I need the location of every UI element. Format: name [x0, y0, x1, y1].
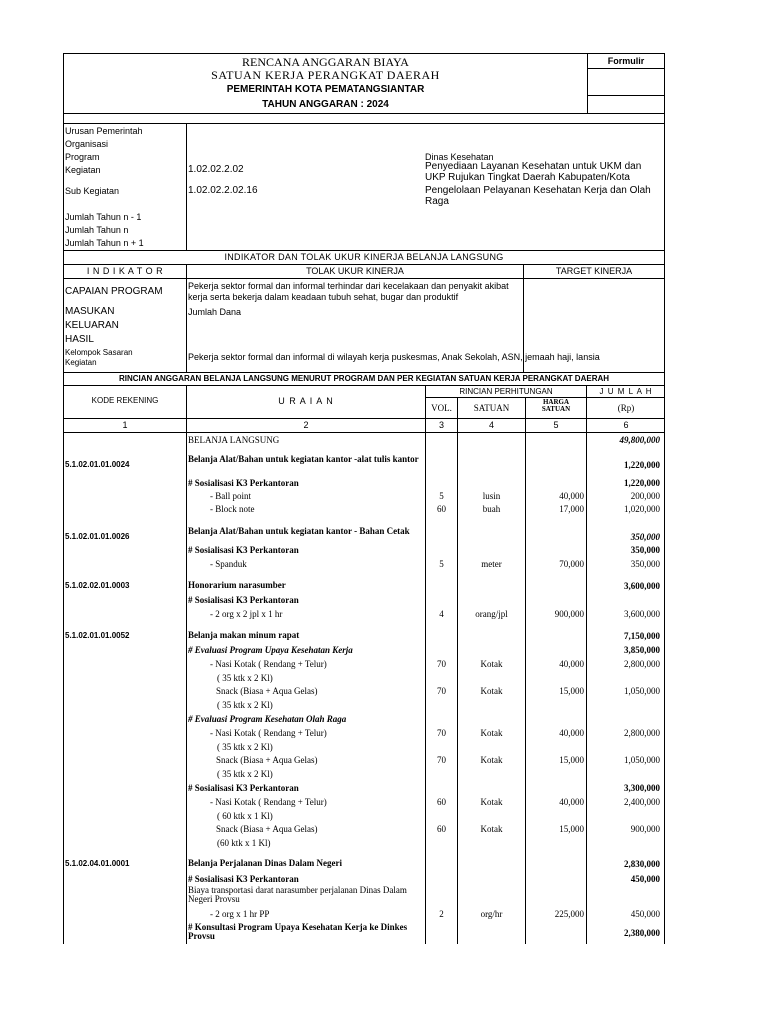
satuan-value: Kotak	[480, 755, 503, 765]
hasil-label: HASIL	[65, 334, 94, 345]
jumlah-value: 3,600,000	[624, 581, 660, 591]
satuan-value: buah	[482, 504, 501, 514]
title-2: SATUAN KERJA PERANGKAT DAERAH	[211, 68, 440, 82]
colnum-5: 5	[553, 420, 559, 430]
harga-satuan-value: 40,000	[559, 797, 584, 807]
uraian-text: # Sosialisasi K3 Perkantoran	[188, 478, 299, 488]
uraian-text: ( 35 ktk x 2 Kl)	[217, 742, 273, 752]
satuan-value: Kotak	[480, 797, 503, 807]
harga-satuan-value: 70,000	[559, 559, 584, 569]
jumlah-value: 49,800,000	[619, 435, 660, 445]
jumlah-tahun-n: Jumlah Tahun n	[65, 225, 129, 235]
kelompok-label-2: Kegiatan	[65, 358, 97, 367]
col-kode-rekening: KODE REKENING	[91, 396, 159, 405]
masukan-label: MASUKAN	[65, 306, 115, 317]
subkegiatan-code: 1.02.02.2.02.16	[188, 185, 258, 196]
vol-value: 60	[437, 824, 446, 834]
colnum-6: 6	[623, 420, 629, 430]
col-target: TARGET KINERJA	[555, 266, 633, 276]
jumlah-value: 2,400,000	[624, 797, 660, 807]
subkegiatan-label: Sub Kegiatan	[65, 186, 120, 196]
uraian-text: Snack (Biasa + Aqua Gelas)	[216, 686, 318, 696]
uraian-text: BELANJA LANGSUNG	[188, 435, 280, 445]
uraian-text: ( 35 ktk x 2 Kl)	[217, 673, 273, 683]
harga-satuan-value: 225,000	[554, 909, 584, 919]
jumlah-value: 2,380,000	[624, 928, 660, 938]
uraian-text: - 2 org x 2 jpl x 1 hr	[210, 609, 283, 619]
vol-value: 70	[437, 755, 446, 765]
kode-rekening: 5.1.02.01.01.0026	[65, 532, 130, 541]
vol-value: 2	[439, 909, 444, 919]
vol-value: 5	[439, 559, 444, 569]
capaian-value: Pekerja sektor formal dan informal terhindar dari kecelakaan dan penyakit akibat kerja serta bekerja dalam keadaan tubuh sehat, bugar dan produktif	[188, 281, 509, 302]
uraian-text: ( 35 ktk x 2 Kl)	[217, 769, 273, 779]
satuan-value: Kotak	[480, 686, 503, 696]
jumlah-value: 450,000	[630, 909, 660, 919]
uraian-text: # Evaluasi Program Upaya Kesehatan Kerja	[188, 645, 353, 655]
kode-rekening: 5.1.02.02.01.0003	[65, 581, 130, 590]
col-jumlah: J U M L A H	[599, 387, 653, 396]
harga-satuan-value: 40,000	[559, 491, 584, 501]
uraian-text: Belanja Alat/Bahan untuk kegiatan kantor - Bahan Cetak	[188, 526, 410, 536]
uraian-text: Honorarium narasumber	[188, 580, 286, 590]
col-vol: VOL.	[431, 403, 452, 413]
uraian-text: Snack (Biasa + Aqua Gelas)	[216, 824, 318, 834]
uraian-text: - Block note	[210, 504, 255, 514]
colnum-2: 2	[303, 420, 309, 430]
urusan-label: Urusan Pemerintah	[65, 126, 143, 136]
uraian-text: # Sosialisasi K3 Perkantoran	[188, 595, 299, 605]
uraian-text: Biaya transportasi darat narasumber perjalanan Dinas Dalam Negeri Provsu	[188, 885, 407, 904]
jumlah-value: 7,150,000	[624, 631, 660, 641]
vol-value: 60	[437, 504, 446, 514]
vol-value: 70	[437, 686, 446, 696]
jumlah-value: 350,000	[630, 545, 660, 555]
jumlah-value: 3,850,000	[624, 645, 660, 655]
uraian-text: (60 ktk x 1 Kl)	[217, 838, 271, 848]
uraian-text: - Nasi Kotak ( Rendang + Telur)	[210, 728, 327, 738]
col-satuan: SATUAN	[473, 403, 510, 413]
title-1: RENCANA ANGGARAN BIAYA	[242, 55, 409, 69]
colnum-3: 3	[438, 420, 444, 430]
uraian-text: - Nasi Kotak ( Rendang + Telur)	[210, 659, 327, 669]
rincian-title: RINCIAN ANGGARAN BELANJA LANGSUNG MENURUT PROGRAM DAN PER KEGIATAN SATUAN KERJA PERANGKAT DAERAH	[118, 374, 610, 383]
program-label: Program	[65, 152, 100, 162]
uraian-text: Belanja Perjalanan Dinas Dalam Negeri	[188, 858, 342, 868]
organisasi-value: Dinas Kesehatan	[425, 152, 494, 162]
jumlah-value: 2,830,000	[624, 859, 660, 869]
jumlah-value: 2,800,000	[624, 659, 660, 669]
kode-rekening: 5.1.02.01.01.0024	[65, 460, 130, 469]
subkegiatan-value: Pengelolaan Pelayanan Kesehatan Kerja dan Olah Raga	[425, 185, 651, 207]
col-indikator: I N D I K A T O R	[86, 266, 164, 276]
col-rincian-perhitungan: RINCIAN PERHITUNGAN	[459, 387, 553, 396]
col-harga-2: SATUAN	[541, 405, 571, 413]
kode-rekening: 5.1.02.01.01.0052	[65, 631, 130, 640]
kelompok-value: Pekerja sektor formal dan informal di wilayah kerja puskesmas, Anak Sekolah, ASN, jemaah haji, lansia	[188, 352, 600, 362]
satuan-value: Kotak	[480, 824, 503, 834]
uraian-text: # Sosialisasi K3 Perkantoran	[188, 783, 299, 793]
uraian-text: ( 60 ktk x 1 Kl)	[217, 811, 273, 821]
jumlah-value: 2,800,000	[624, 728, 660, 738]
jumlah-tahun-n-plus-1: Jumlah Tahun n + 1	[65, 238, 144, 248]
satuan-value: Kotak	[480, 659, 503, 669]
jumlah-value: 900,000	[630, 824, 660, 834]
kode-rekening: 5.1.02.04.01.0001	[65, 859, 130, 868]
indikator-title: INDIKATOR DAN TOLAK UKUR KINERJA BELANJA LANGSUNG	[224, 252, 504, 262]
uraian-text: - Spanduk	[210, 559, 247, 569]
harga-satuan-value: 17,000	[559, 504, 584, 514]
satuan-value: meter	[481, 559, 502, 569]
organisasi-label: Organisasi	[65, 139, 109, 149]
uraian-text: - Nasi Kotak ( Rendang + Telur)	[210, 797, 327, 807]
jumlah-value: 450,000	[630, 874, 660, 884]
harga-satuan-value: 40,000	[559, 728, 584, 738]
kegiatan-code: 1.02.02.2.02	[188, 164, 244, 175]
col-tolak-ukur: TOLAK UKUR KINERJA	[306, 266, 404, 276]
keluaran-label: KELUARAN	[65, 320, 119, 331]
vol-value: 70	[437, 659, 446, 669]
uraian-text: - Ball point	[210, 491, 251, 501]
uraian-text: Snack (Biasa + Aqua Gelas)	[216, 755, 318, 765]
harga-satuan-value: 15,000	[559, 824, 584, 834]
formulir-label: Formulir	[607, 56, 645, 66]
harga-satuan-value: 40,000	[559, 659, 584, 669]
satuan-value: Kotak	[480, 728, 503, 738]
masukan-value: Jumlah Dana	[188, 307, 242, 317]
uraian-text: Belanja makan minum rapat	[188, 630, 300, 640]
jumlah-value: 200,000	[630, 491, 660, 501]
uraian-text: # Evaluasi Program Kesehatan Olah Raga	[188, 714, 347, 724]
harga-satuan-value: 15,000	[559, 686, 584, 696]
jumlah-value: 1,050,000	[624, 755, 660, 765]
vol-value: 60	[437, 797, 446, 807]
uraian-text: # Konsultasi Program Upaya Kesehatan Kerja ke Dinkes Provsu	[188, 922, 408, 941]
vol-value: 70	[437, 728, 446, 738]
jumlah-value: 350,000	[630, 532, 660, 542]
uraian-text: ( 35 ktk x 2 Kl)	[217, 700, 273, 710]
jumlah-value: 1,020,000	[624, 504, 660, 514]
harga-satuan-value: 15,000	[559, 755, 584, 765]
uraian-text: # Sosialisasi K3 Perkantoran	[188, 874, 299, 884]
vol-value: 4	[439, 609, 444, 619]
uraian-text: Belanja Alat/Bahan untuk kegiatan kantor -alat tulis kantor	[188, 454, 419, 464]
uraian-text: # Sosialisasi K3 Perkantoran	[188, 545, 299, 555]
jumlah-value: 3,300,000	[624, 783, 660, 793]
col-rp: (Rp)	[617, 403, 635, 413]
jumlah-tahun-n-minus-1: Jumlah Tahun n - 1	[65, 212, 142, 222]
tahun-anggaran: TAHUN ANGGARAN : 2024	[262, 99, 389, 110]
jumlah-value: 350,000	[630, 559, 660, 569]
col-harga-1: HARGA	[542, 398, 570, 406]
pemda-title: PEMERINTAH KOTA PEMATANGSIANTAR	[226, 84, 425, 95]
uraian-text: - 2 org x 1 hr PP	[210, 909, 270, 919]
kegiatan-label: Kegiatan	[65, 165, 101, 175]
jumlah-value: 1,220,000	[624, 478, 660, 488]
colnum-4: 4	[488, 420, 494, 430]
colnum-1: 1	[122, 420, 128, 430]
jumlah-value: 1,220,000	[624, 460, 660, 470]
col-uraian: U R A I A N	[278, 396, 334, 406]
jumlah-value: 1,050,000	[624, 686, 660, 696]
kegiatan-value: Penyediaan Layanan Kesehatan untuk UKM dan UKP Rujukan Tingkat Daerah Kabupaten/Kota	[425, 161, 642, 183]
capaian-label: CAPAIAN PROGRAM	[65, 286, 163, 297]
harga-satuan-value: 900,000	[554, 609, 584, 619]
vol-value: 5	[439, 491, 444, 501]
satuan-value: org/hr	[480, 909, 503, 919]
satuan-value: orang/jpl	[475, 609, 508, 619]
jumlah-value: 3,600,000	[624, 609, 660, 619]
satuan-value: lusin	[482, 491, 501, 501]
kelompok-label-1: Kelompok Sasaran	[65, 348, 133, 357]
